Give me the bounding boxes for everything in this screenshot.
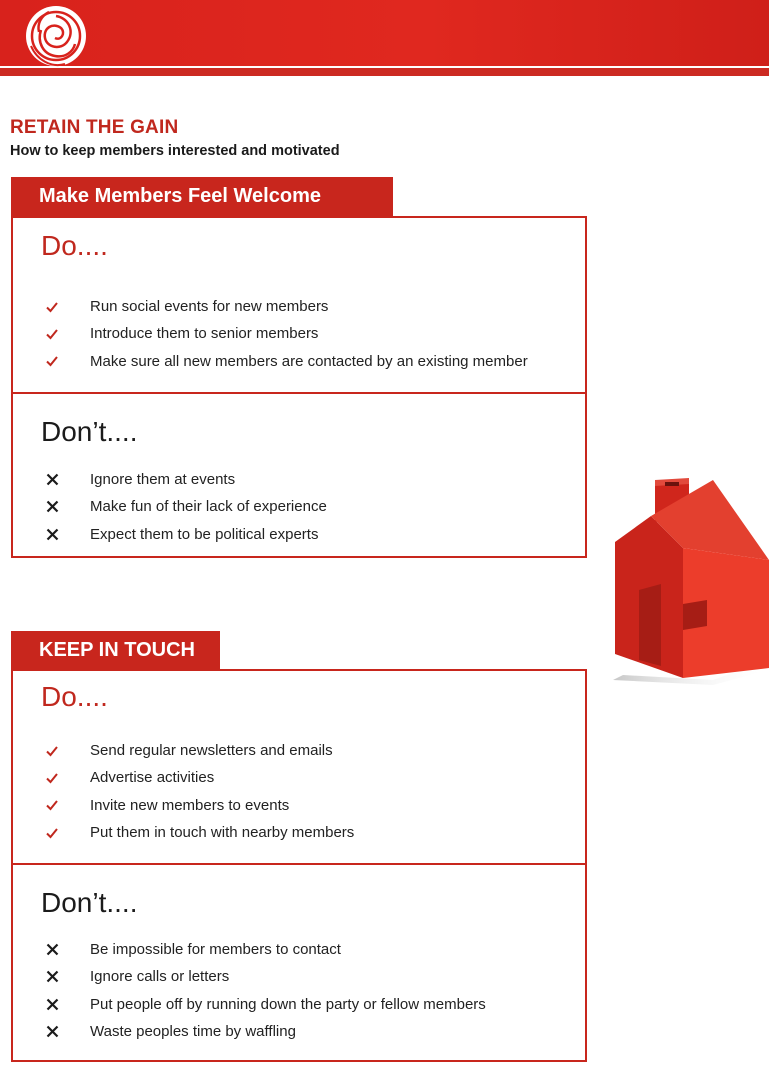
- list-item: [13, 936, 573, 963]
- section-panel-welcome: [11, 216, 587, 558]
- list-item: [13, 764, 573, 791]
- checkmark-icon: [45, 771, 59, 785]
- cross-icon: [45, 1025, 59, 1039]
- page-subtitle: How to keep members interested and motivated: [10, 143, 340, 159]
- do-list: [13, 293, 573, 375]
- red-house-icon: [603, 470, 769, 685]
- list-item-label: Ignore calls or letters: [90, 968, 230, 986]
- list-item: [13, 493, 573, 520]
- list-item-label: Put people off by running down the party or fellow members: [90, 995, 486, 1013]
- list-item-label: Expect them to be political experts: [90, 525, 319, 543]
- list-item: [13, 293, 573, 320]
- cross-icon: [45, 473, 59, 487]
- cross-icon: [45, 500, 59, 514]
- checkmark-icon: [45, 798, 59, 812]
- do-list: [13, 737, 573, 846]
- list-item: [13, 466, 573, 493]
- page-title: RETAIN THE GAIN: [10, 117, 179, 138]
- dont-list: [13, 936, 573, 1045]
- checkmark-icon: [45, 826, 59, 840]
- cross-icon: [45, 997, 59, 1011]
- list-item: [13, 348, 573, 375]
- list-item-label: Make fun of their lack of experience: [90, 498, 327, 516]
- checkmark-icon: [45, 354, 59, 368]
- list-item-label: Be impossible for members to contact: [90, 941, 341, 959]
- list-item: [13, 792, 573, 819]
- dont-heading: Don’t....: [41, 887, 138, 918]
- cross-icon: [45, 970, 59, 984]
- list-item: [13, 320, 573, 347]
- cross-icon: [45, 943, 59, 957]
- list-item-label: Advertise activities: [90, 769, 215, 787]
- list-item: [13, 819, 573, 846]
- do-heading: Do....: [41, 681, 108, 712]
- list-item-label: Ignore them at events: [90, 471, 236, 489]
- list-item-label: Put them in touch with nearby members: [90, 824, 355, 842]
- checkmark-icon: [45, 327, 59, 341]
- dont-heading: Don’t....: [41, 416, 138, 447]
- list-item-label: Send regular newsletters and emails: [90, 742, 333, 760]
- do-heading: Do....: [41, 230, 108, 261]
- list-item-label: Introduce them to senior members: [90, 325, 319, 343]
- list-item-label: Run social events for new members: [90, 298, 329, 316]
- list-item: [13, 963, 573, 990]
- header-rule: [0, 68, 769, 76]
- cross-icon: [45, 527, 59, 541]
- list-item: [13, 521, 573, 548]
- list-item: [13, 1018, 573, 1045]
- panel-divider: [13, 392, 585, 394]
- checkmark-icon: [45, 300, 59, 314]
- list-item-label: Waste peoples time by waffling: [90, 1023, 296, 1041]
- section-tab-keep-in-touch: KEEP IN TOUCH: [11, 631, 220, 669]
- rose-logo-icon: [21, 2, 91, 72]
- section-panel-keep-in-touch: [11, 669, 587, 1062]
- dont-list: [13, 466, 573, 548]
- list-item-label: Make sure all new members are contacted by an existing member: [90, 352, 528, 370]
- panel-divider: [13, 863, 585, 865]
- list-item-label: Invite new members to events: [90, 796, 290, 814]
- checkmark-icon: [45, 744, 59, 758]
- header-band: [0, 0, 769, 66]
- list-item: [13, 737, 573, 764]
- section-tab-welcome: Make Members Feel Welcome: [11, 177, 393, 216]
- list-item: [13, 991, 573, 1018]
